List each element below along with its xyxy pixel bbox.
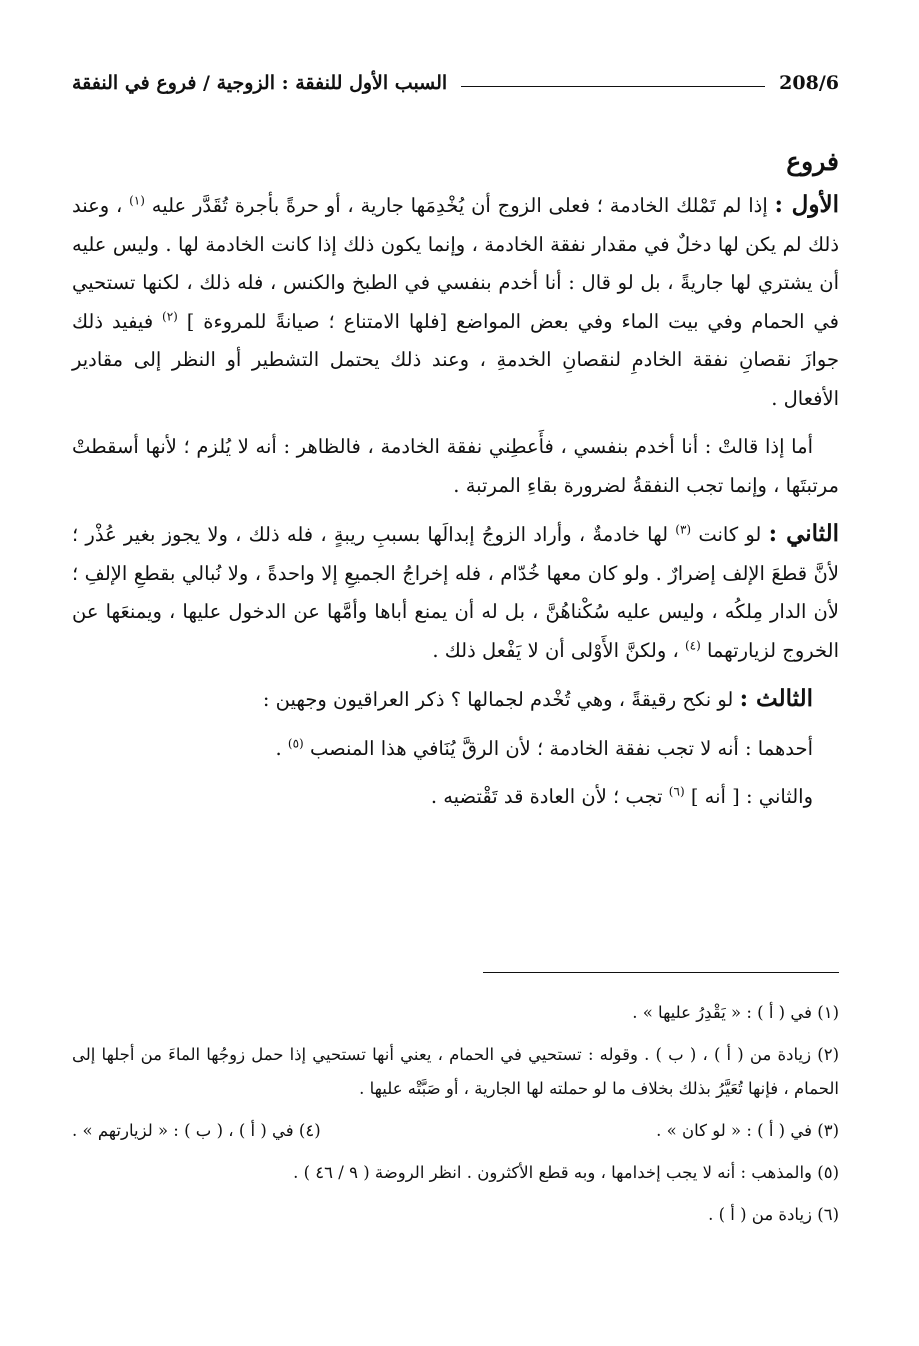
text: لو كانت (698, 523, 769, 546)
paragraph-second-branch (72, 515, 839, 670)
footnote-ref-6: (٦) (668, 784, 685, 799)
footnote-ref-1: (١) (129, 193, 145, 208)
paragraph-first-branch (72, 186, 839, 418)
footnote-ref-2: (٢) (162, 309, 178, 323)
branch-label-third: الثالث : (739, 685, 813, 712)
footnote-ref-3: (٣) (675, 522, 692, 537)
footnote-2: (٢) زيادة من ( أ ) ، ( ب ) . وقوله : تستحيي في الحمام ، يعني أنها تستحيي إذا حمل زوجُها الماءَ من أجلها إلى الحمام ، فإنها تُعَيَّرُ بذلك بخلاف ما لو حملته لها الجارية ، أو صَبَّتْه عليها . (72, 1045, 839, 1098)
footnote-3: (٣) في ( أ ) : « لو كان » . (656, 1121, 839, 1140)
header-rule (461, 86, 765, 87)
footnote-4: (٤) في ( أ ) ، ( ب ) : « لزيارتهم » . (72, 1121, 321, 1140)
text: لها خادمةٌ ، وأراد الزوجُ إبدالَها بسببِ ريبةٍ ، فله ذلك ، ولا يجوز بغير عُذْر ؛ لأنَّ قطعَ الإلف إضرارٌ . ولو كان معها خُدّام ، فله إخراجُ الجميعِ إلا واحدةً ، ولا نُبالي بقطعِ الإلفِ ؛ لأن الدار مِلكُه ، وليس عليه سُكْناهُنَّ ، بل له أن يمنع أباها وأمَّها عن الدخول عليها ، ويمنعَها عن الخروج لزيارتهما (72, 523, 839, 662)
main-text (72, 142, 839, 817)
text: ، ولكنَّ الأَوْلى أن لا يَفْعل ذلك . (432, 638, 685, 662)
text: لو نكح رقيقةً ، وهي تُخْدم لجمالها ؟ ذكر العراقيون وجهين : (262, 688, 740, 711)
section-title: فروع (786, 147, 839, 176)
running-header (72, 60, 839, 94)
branch-label-second: الثاني : (768, 520, 840, 547)
page-number: 208/6 (779, 72, 839, 94)
paragraph-second-view (72, 778, 839, 817)
text: إذا لم تَمْلك الخادمة ؛ فعلى الزوج أن يُخْدِمَها جارية ، أو حرةً بأجرة تُقَدَّر عليه (151, 194, 775, 217)
branch-label-first: الأول : (774, 191, 839, 218)
paragraph-third-branch (72, 680, 839, 720)
footnote-separator (483, 972, 839, 973)
footnote-1: (١) في ( أ ) : « يَقْدِرُ عليها » . (632, 1003, 839, 1022)
paragraph-first-view (72, 730, 839, 769)
footnote-ref-5: (٥) (287, 736, 304, 750)
text: والثاني : [ أنه ] (690, 785, 813, 808)
footnote-ref-4: (٤) (684, 638, 701, 652)
text: فيفيد ذلك جوازَ نقصانِ نفقة الخادمِ لنقصانِ الخدمةِ ، وعند ذلك يحتمل التشطير أو النظر إلى مقادير الأفعال . (72, 309, 839, 410)
footnote-6: (٦) زيادة من ( أ ) . (708, 1205, 839, 1224)
footnote-row (72, 1114, 839, 1148)
paragraph-wife-serves: أما إذا قالتْ : أنا أخدم بنفسي ، فأَعطِني نفقة الخادمة ، فالظاهر : أنه لا يُلزم ؛ لأنها أسقطتْ مرتبتَها ، وإنما تجب النفقةُ لضرورة بقاءِ المرتبة . (72, 435, 839, 497)
footnotes (72, 996, 839, 1240)
text: . (275, 736, 288, 760)
header-title: السبب الأول للنفقة : الزوجية / فروع في النفقة (72, 72, 448, 94)
footnote-5: (٥) والمذهب : أنه لا يجب إخدامها ، وبه قطع الأكثرون . انظر الروضة ( ٩ / ٤٦ ) . (293, 1163, 839, 1182)
text: أحدهما : أنه لا تجب نفقة الخادمة ؛ لأن الرقَّ يُنَافي هذا المنصب (309, 736, 813, 760)
text: تجب ؛ لأن العادة قد تَقْتضيه . (430, 785, 669, 808)
text: ، وعند ذلك لم يكن لها دخلٌ في مقدار نفقة الخادمة ، وإنما يكون ذلك إذا كانت الخادمة لها . وليس عليه أن يشتري لها جاريةً ، بل لو قال : أنا أخدم بنفسي في الطبخ والكنس ، فله ذلك ، لكنها تستحيي في الحمام وفي بيت الماء وفي بعض المواضع [فلها الامتناع ؛ صيانةً للمروءة ] (72, 194, 839, 333)
